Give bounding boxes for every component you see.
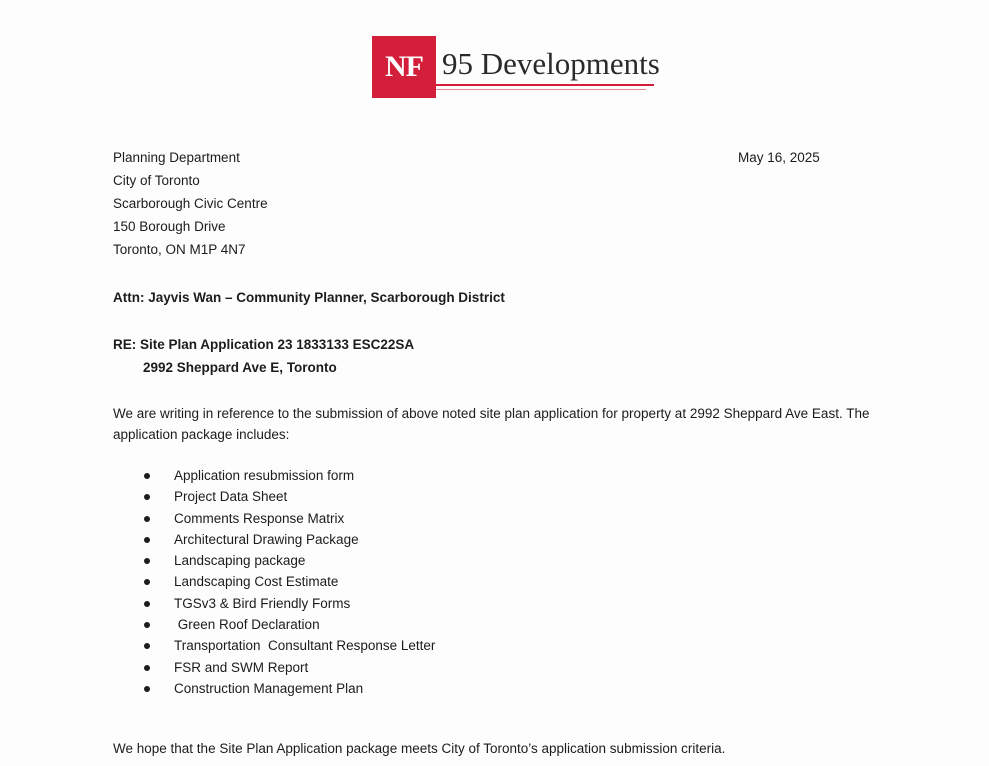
list-item: FSR and SWM Report [113, 657, 435, 678]
package-list [113, 465, 435, 699]
logo-company-name: 95 Developments [442, 46, 660, 81]
logo-underline [436, 84, 654, 86]
address-line: 150 Borough Drive [113, 219, 226, 234]
list-item: Application resubmission form [113, 465, 435, 486]
recipient-address [113, 146, 268, 261]
bullet-icon [144, 665, 150, 671]
list-item: Architectural Drawing Package [113, 529, 435, 550]
list-item: Landscaping Cost Estimate [113, 571, 435, 592]
list-item: Green Roof Declaration [113, 614, 435, 635]
subject-address: 2992 Sheppard Ave E, Toronto [143, 360, 337, 375]
list-item: Comments Response Matrix [113, 508, 435, 529]
bullet-icon [144, 601, 150, 607]
attention-line: Attn: Jayvis Wan – Community Planner, Scarborough District [113, 290, 505, 305]
logo-underline-secondary [436, 89, 646, 90]
bullet-icon [144, 622, 150, 628]
address-line: Planning Department [113, 150, 240, 165]
address-line: City of Toronto [113, 173, 200, 188]
list-item: Construction Management Plan [113, 678, 435, 699]
subject-line: RE: Site Plan Application 23 1833133 ESC22SA [113, 337, 415, 352]
list-item: TGSv3 & Bird Friendly Forms [113, 593, 435, 614]
bullet-icon [144, 558, 150, 564]
bullet-icon [144, 537, 150, 543]
address-line: Scarborough Civic Centre [113, 196, 268, 211]
bullet-icon [144, 579, 150, 585]
letter-date: May 16, 2025 [738, 150, 820, 165]
list-item: Transportation Consultant Response Letter [113, 635, 435, 656]
logo-mark: NF [372, 36, 436, 98]
bullet-icon [144, 643, 150, 649]
bullet-icon [144, 686, 150, 692]
intro-paragraph: We are writing in reference to the submission of above noted site plan application for property at 2992 Sheppard Ave East. The application package includes: [113, 406, 870, 442]
bullet-icon [144, 473, 150, 479]
closing-paragraph: We hope that the Site Plan Application package meets City of Toronto’s application submission criteria. [113, 741, 726, 756]
list-item: Project Data Sheet [113, 486, 435, 507]
list-item: Landscaping package [113, 550, 435, 571]
bullet-icon [144, 516, 150, 522]
address-line: Toronto, ON M1P 4N7 [113, 242, 246, 257]
bullet-icon [144, 494, 150, 500]
company-logo [372, 36, 662, 98]
